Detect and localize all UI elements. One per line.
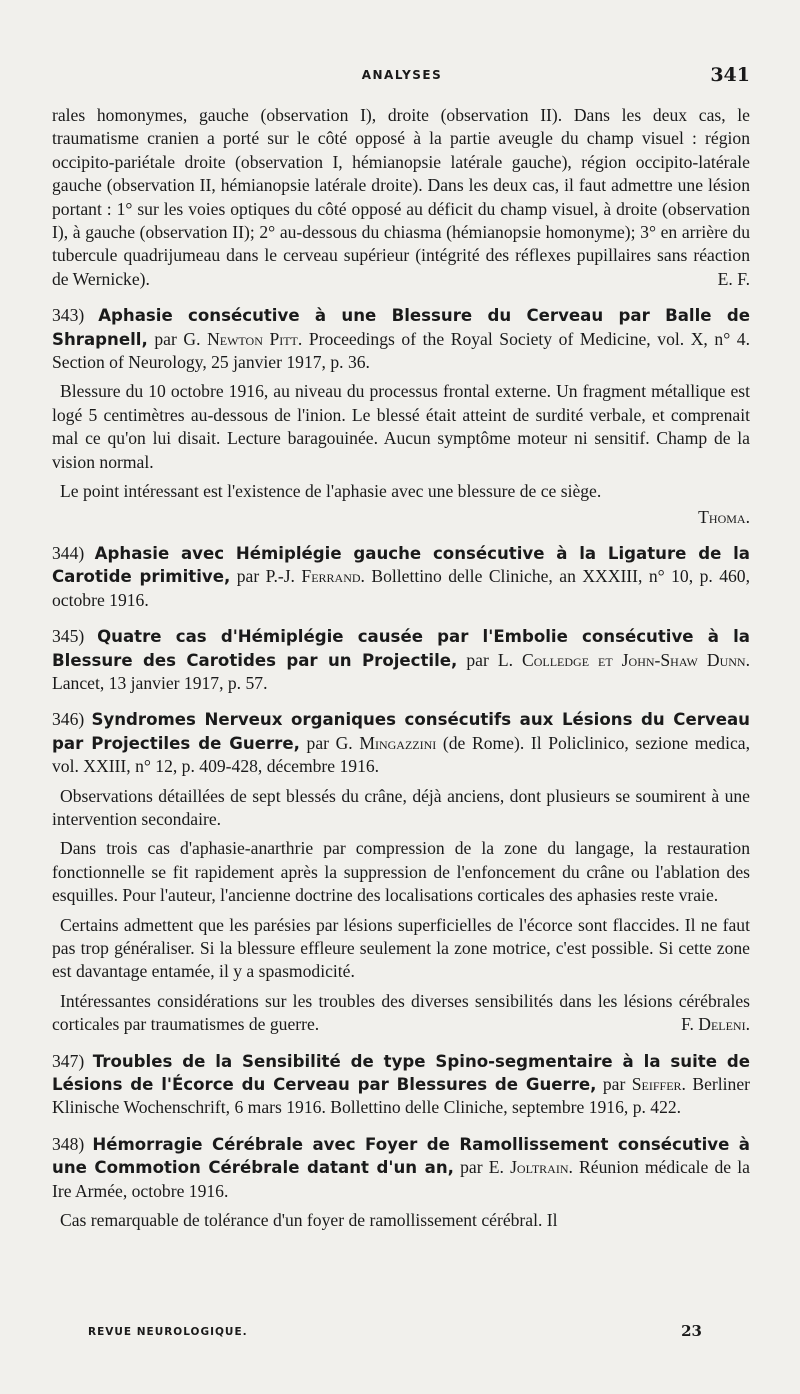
article-citation: . Réunion médicale de la Ire Armée, octobre 1916. — [52, 1157, 750, 1201]
article-title: Syndromes Nerveux organiques consécutifs aux Lésions du Cerveau par Projectiles de Guerre, — [52, 710, 750, 753]
article-paragraph: Certains admettent que les parésies par lésions superficielles de l'écorce sont flaccides. Il ne faut pas trop généraliser. Si la blessure effleure seulement la zone motrice, c'est possible. Si cette zone est davantage entamée, il y a spasmodicité. — [52, 914, 750, 982]
intro-paragraph — [52, 104, 750, 291]
article-citation: . Proceedings of the Royal Society of Medicine, vol. X, n° 4. Section of Neurology, 25 janvier 1917, p. 36. — [52, 328, 750, 373]
article-citation: . Berliner Klinische Wochenschrift, 6 mars 1916. Bollettino delle Cliniche, septembre 1916, p. 422. — [52, 1074, 750, 1118]
article-346 — [52, 708, 750, 1036]
article-by: par G. — [147, 328, 208, 349]
article-heading — [52, 542, 750, 612]
article-number: 348) — [52, 1133, 85, 1154]
article-by: par — [596, 1074, 632, 1095]
article-signature: Thoma. — [698, 506, 750, 527]
article-number: 343) — [52, 305, 85, 326]
article-author: Colledge et John-Shaw Dunn — [521, 649, 746, 670]
article-paragraph: Intéressantes considérations sur les troubles des diverses sensibilités dans les lésions cérébrales corticales par traumatismes de guerre. — [52, 990, 750, 1035]
page-footer — [88, 1322, 702, 1342]
page-header — [52, 64, 752, 88]
page-number: 341 — [710, 64, 750, 86]
article-paragraph: Dans trois cas d'aphasie-anarthrie par compression de la zone du langage, la restauration fonctionnelle se fit rapidement après la suppression de l'enfoncement du crâne ou l'ablation des esquilles. Pour l'auteur, l'ancienne doctrine des localisations corticales des aphasies reste vraie. — [52, 838, 750, 906]
sheet-number: 23 — [681, 1322, 702, 1340]
article-paragraph: Le point intéressant est l'existence de l'aphasie avec une blessure de ce siège. — [60, 481, 602, 502]
article-by: par L. — [457, 649, 522, 670]
article-title: Troubles de la Sensibilité de type Spino-segmentaire à la suite de Lésions de l'Écorce du Cerveau par Blessures de Guerre, — [52, 1051, 750, 1095]
article-author: Seiffer — [631, 1074, 682, 1095]
article-heading — [52, 304, 750, 374]
running-title: ANALYSES — [361, 68, 443, 82]
article-heading — [52, 1133, 750, 1203]
article-number: 344) — [52, 542, 85, 563]
article-paragraph: Cas remarquable de tolérance d'un foyer de ramollissement cérébral. Il — [60, 1210, 558, 1231]
article-citation: . Bollettino delle Cliniche, an XXXIII, n° 10, p. 460, octobre 1916. — [52, 566, 750, 610]
intro-text: rales homonymes, gauche (observation I), droite (observation II). Dans les deux cas, le traumatisme cranien a porté sur le côté opposé à la partie aveugle du champ visuel : région occipito-pariétale droite (observation I, hémianopsie latérale gauche), région occipito-latérale gauche (observation II, hémianopsie latérale droite). Dans les deux cas, il faut admettre une lésion portant : 1° sur les voies optiques du côté opposé au déficit du champ visuel, à droite (observation I), à gauche (observation II); 2° au-dessous du chiasma (hémianopsie homonyme); 3° en arrière du tubercule quadrijumeau dans le cerveau supérieur (intégrité des réflexes pupillaires sans réaction de Wernicke). — [52, 105, 750, 289]
article-citation: . Lancet, 13 janvier 1917, p. 57. — [52, 649, 750, 693]
article-344 — [52, 542, 750, 612]
article-title: Aphasie consécutive à une Blessure du Cerveau par Balle de Shrapnell, — [52, 306, 750, 349]
article-heading — [52, 625, 750, 695]
article-citation: (de Rome). Il Policlinico, sezione medica, vol. XXIII, n° 12, p. 409-428, décembre 1916. — [52, 732, 750, 777]
page-body — [52, 104, 750, 1232]
article-heading — [52, 708, 750, 778]
article-number: 345) — [52, 626, 85, 647]
article-signature: F. Deleni. — [681, 1014, 750, 1035]
article-heading — [52, 1050, 750, 1120]
article-author: Mingazzini — [359, 732, 437, 753]
article-last-paragraph — [52, 990, 750, 1037]
article-title: Quatre cas d'Hémiplégie causée par l'Embolie consécutive à la Blessure des Carotides par un Projectile, — [52, 627, 751, 670]
article-author: Ferrand — [301, 566, 361, 587]
article-by: par E. — [453, 1157, 511, 1178]
article-title: Hémorragie Cérébrale avec Foyer de Ramollissement consécutive à une Commotion Cérébrale datant d'un an, — [52, 1134, 750, 1178]
article-number: 347) — [52, 1050, 85, 1071]
article-author: Joltrain — [510, 1157, 569, 1178]
article-345 — [52, 625, 750, 695]
article-347 — [52, 1050, 750, 1120]
article-348 — [52, 1133, 750, 1233]
article-by: par G. — [299, 732, 360, 753]
article-paragraph: Observations détaillées de sept blessés du crâne, déjà anciens, dont plusieurs se soumirent à une intervention secondaire. — [52, 785, 750, 829]
article-343 — [52, 304, 750, 529]
article-number: 346) — [52, 709, 85, 730]
article-by: par P.-J. — [230, 566, 302, 587]
article-title: Aphasie avec Hémiplégie gauche consécutive à la Ligature de la Carotide primitive, — [52, 543, 750, 587]
article-paragraph: Blessure du 10 octobre 1916, au niveau du processus frontal externe. Un fragment métallique est logé 5 centimètres au-dessous de l'inion. Le blessé était atteint de surdité verbale, et comprenait mal ce qu'on lui disait. Lecture baragouinée. Aucun symptôme moteur ni sensitif. Champ de la vision normal. — [52, 381, 750, 472]
intro-signature: E. F. — [717, 268, 750, 289]
journal-name: REVUE NEUROLOGIQUE. — [88, 1326, 248, 1338]
article-author: Newton Pitt — [207, 328, 298, 349]
